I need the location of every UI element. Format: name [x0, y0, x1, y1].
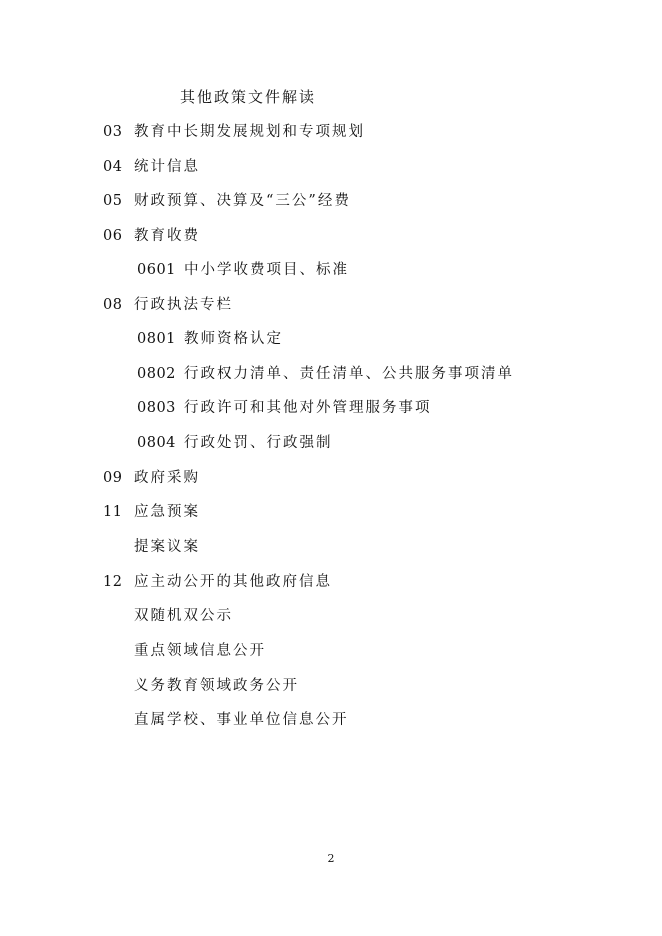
item-code: 0601: [137, 262, 176, 278]
list-item-compulsory-education: [103, 675, 299, 697]
list-item-05: [103, 190, 351, 212]
item-code: 06: [103, 228, 123, 244]
item-label: 教师资格认定: [184, 331, 283, 347]
item-label: 教育收费: [134, 228, 200, 244]
item-label: 行政执法专栏: [134, 297, 233, 313]
item-code: 11: [103, 504, 123, 520]
item-label: 直属学校、事业单位信息公开: [134, 712, 349, 728]
list-item-key-areas: [103, 640, 266, 662]
item-code: 12: [103, 574, 123, 590]
list-item-12: [103, 571, 332, 593]
item-label: 义务教育领域政务公开: [134, 678, 299, 694]
page-number: 2: [327, 852, 335, 865]
item-label: 双随机双公示: [134, 608, 233, 624]
list-item-0601: [137, 259, 349, 281]
list-item-affiliated-schools: [103, 709, 349, 731]
list-item-06: [103, 225, 200, 247]
item-label: 政府采购: [134, 470, 200, 486]
section-heading: 其他政策文件解读: [180, 88, 317, 106]
list-item-proposals: [103, 536, 200, 558]
item-code: 08: [103, 297, 123, 313]
list-item-double-random: [103, 605, 233, 627]
item-code: 0803: [137, 400, 176, 416]
list-item-0801: [137, 328, 283, 350]
list-item-0802: [137, 363, 514, 385]
item-code: 03: [103, 124, 123, 140]
item-label: 提案议案: [134, 539, 200, 555]
list-item-03: [103, 121, 365, 143]
list-item-09: [103, 467, 200, 489]
item-label: 教育中长期发展规划和专项规划: [134, 124, 365, 140]
item-label: 行政许可和其他对外管理服务事项: [184, 400, 432, 416]
item-code: 0802: [137, 366, 176, 382]
item-code: 05: [103, 193, 123, 209]
item-label: 重点领域信息公开: [134, 643, 266, 659]
item-label: 应主动公开的其他政府信息: [134, 574, 332, 590]
list-item-0804: [137, 432, 333, 454]
item-code: 04: [103, 159, 123, 175]
item-label: 中小学收费项目、标准: [184, 262, 349, 278]
item-code: 0804: [137, 435, 176, 451]
item-label: 财政预算、决算及“三公”经费: [134, 193, 351, 209]
item-code: 09: [103, 470, 123, 486]
list-item-11: [103, 501, 200, 523]
item-code: 0801: [137, 331, 176, 347]
list-item-04: [103, 156, 200, 178]
item-label: 行政处罚、行政强制: [184, 435, 333, 451]
list-item-0803: [137, 397, 432, 419]
item-label: 行政权力清单、责任清单、公共服务事项清单: [184, 366, 514, 382]
item-label: 应急预案: [134, 504, 200, 520]
list-item-08: [103, 294, 233, 316]
item-label: 统计信息: [134, 159, 200, 175]
